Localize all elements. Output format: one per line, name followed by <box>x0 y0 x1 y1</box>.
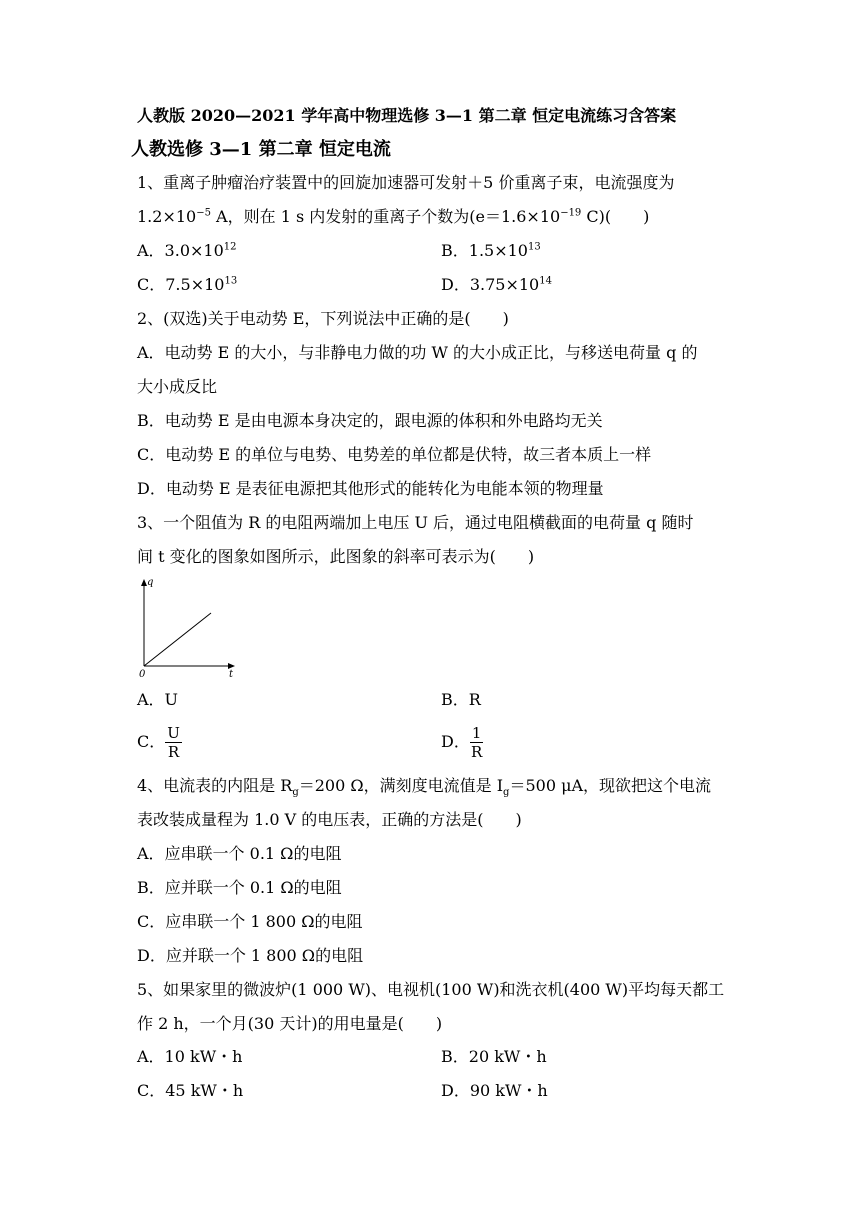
q3-option-b: B．R <box>441 690 481 709</box>
q2-option-c: C．电动势 E 的单位与电势、电势差的单位都是伏特，故三者本质上一样 <box>137 445 652 464</box>
q2-option-b: B．电动势 E 是由电源本身决定的，跟电源的体积和外电路均无关 <box>137 411 603 430</box>
q1-option-a: A．$3.0\times 10^{12}$ <box>137 241 237 260</box>
q5-option-d: D．90 kW・h <box>441 1081 548 1100</box>
q3-option-a: A．U <box>137 690 179 709</box>
q3-stem-line2: 间 t 变化的图象如图所示，此图象的斜率可表示为( ) <box>137 547 535 566</box>
origin-label: 0 <box>139 669 146 680</box>
q4-stem-line2: 表改装成量程为 1.0 V 的电压表，正确的方法是( ) <box>137 810 522 829</box>
q5-option-c: C．45 kW・h <box>137 1081 244 1100</box>
x-axis <box>144 663 235 669</box>
q1-stem-line1: 1、重离子肿瘤治疗装置中的回旋加速器可发射＋5 价重离子束，电流强度为 <box>137 173 675 192</box>
q3-option-c: C． $\frac{U}{R}$ <box>137 724 180 761</box>
q5-option-b: B．20 kW・h <box>441 1047 547 1066</box>
q2-option-d: D．电动势 E 是表征电源把其他形式的能转化为电能本领的物理量 <box>137 479 604 498</box>
section-title: 人教选修 3—1 第二章 恒定电流 <box>131 139 391 160</box>
q2-option-a-line1: A．电动势 E 的大小，与非静电力做的功 W 的大小成正比，与移送电荷量 q 的 <box>137 343 698 362</box>
q4-option-d: D．应并联一个 1 800 Ω的电阻 <box>137 946 364 965</box>
q4-stem-line1: 4、电流表的内阻是 $R_g=200$ Ω，满刻度电流值是 $I_g=500$ μA，现欲把这个电流 <box>137 776 712 799</box>
q-t-line <box>144 613 211 666</box>
q1-option-d: D．$3.75\times 10^{14}$ <box>441 275 552 294</box>
q4-option-a: A．应串联一个 0.1 Ω的电阻 <box>137 844 342 863</box>
q1-option-b: B．$1.5\times 10^{13}$ <box>441 241 541 260</box>
q3-stem-line1: 3、一个阻值为 R 的电阻两端加上电压 U 后，通过电阻横截面的电荷量 q 随时 <box>137 513 694 532</box>
q2-stem: 2、(双选)关于电动势 E，下列说法中正确的是( ) <box>137 309 509 328</box>
q-t-graph <box>130 576 240 680</box>
fraction-1-over-r: $\frac{1}{R}$ <box>470 724 483 761</box>
document-title: 人教版 2020—2021 学年高中物理选修 3—1 第二章 恒定电流练习含答案 <box>137 106 677 125</box>
y-axis-label: q <box>147 577 154 588</box>
q3-option-d: D． $\frac{1}{R}$ <box>441 724 483 761</box>
q5-stem-line1: 5、如果家里的微波炉(1 000 W)、电视机(100 W)和洗衣机(400 W)平均每天都工 <box>137 980 725 999</box>
q5-stem-line2: 作 2 h，一个月(30 天计)的用电量是( ) <box>137 1014 443 1033</box>
q4-option-c: C．应串联一个 1 800 Ω的电阻 <box>137 912 363 931</box>
y-axis <box>141 579 147 666</box>
fraction-u-over-r: $\frac{U}{R}$ <box>167 724 180 761</box>
q1-option-c: C．$7.5\times 10^{13}$ <box>137 275 238 294</box>
q2-option-a-line2: 大小成反比 <box>137 377 218 396</box>
x-axis-label: t <box>229 669 234 680</box>
q5-option-a: A．10 kW・h <box>137 1047 243 1066</box>
q4-option-b: B．应并联一个 0.1 Ω的电阻 <box>137 878 342 897</box>
q1-stem-line2: $1.2\times 10^{-5}$ A，则在 1 s 内发射的重离子个数为($e=1.6\times 10^{-19}$ C)( ) <box>137 207 650 226</box>
